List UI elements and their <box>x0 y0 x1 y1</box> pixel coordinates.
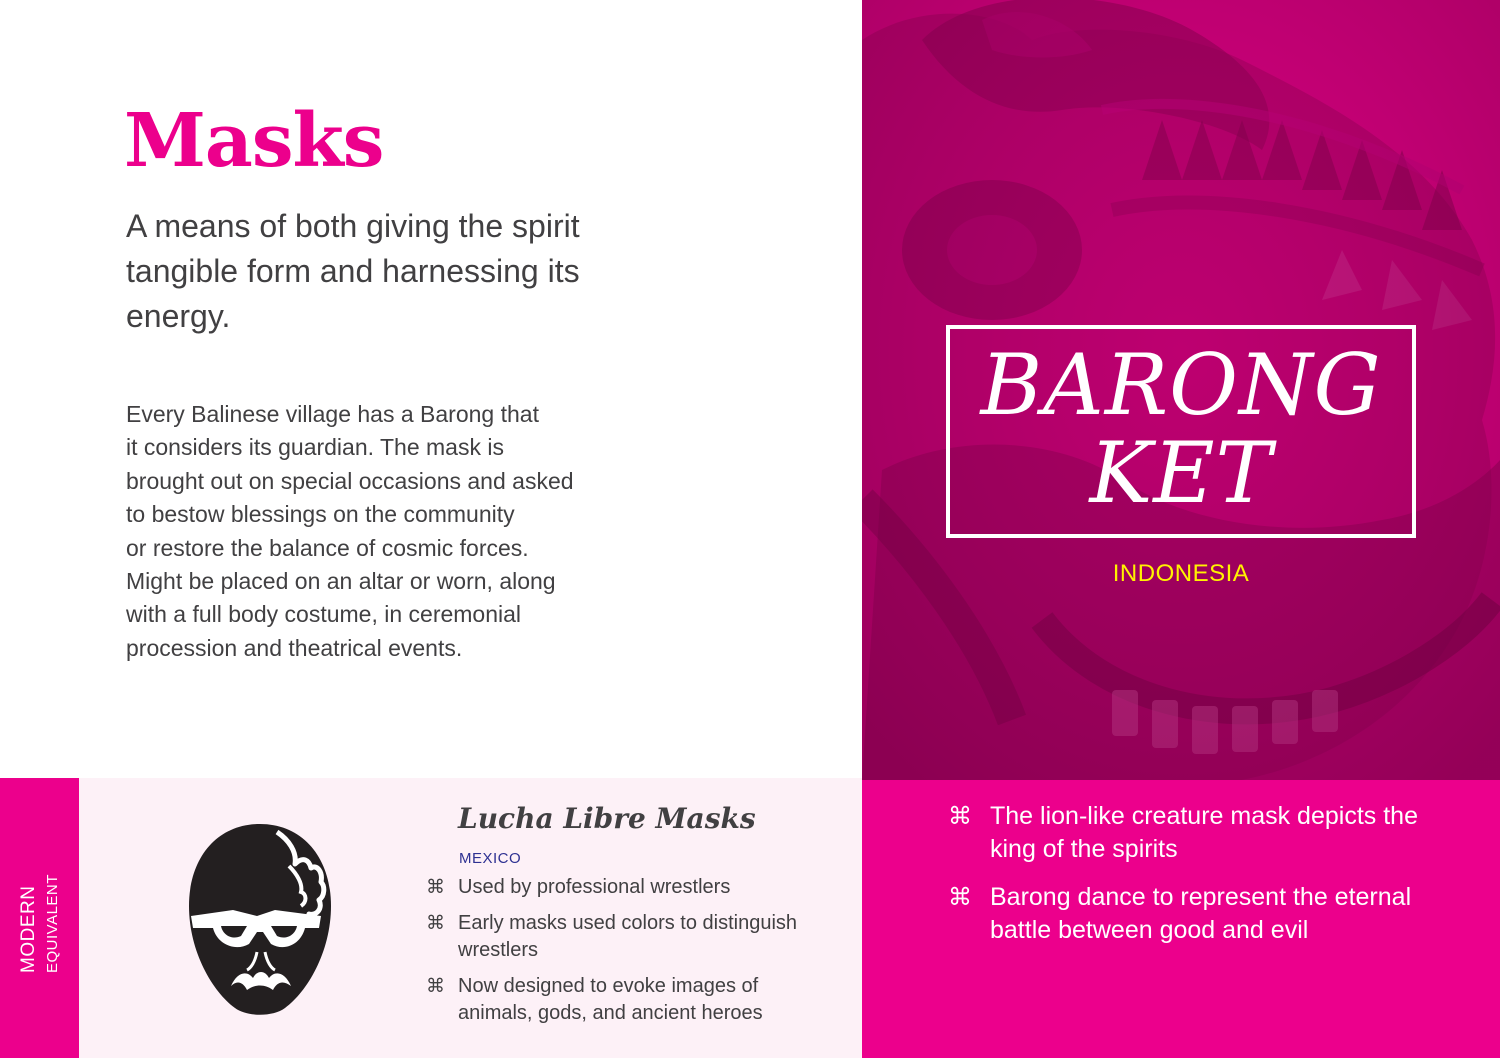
feature-panel <box>862 0 1500 1058</box>
description-line: or restore the balance of cosmic forces. <box>126 534 529 561</box>
feature-title <box>950 336 1412 522</box>
command-bullet-icon: ⌘ <box>948 884 972 911</box>
command-bullet-icon: ⌘ <box>948 803 972 830</box>
command-bullet-icon: ⌘ <box>426 877 445 898</box>
fact-text: Early masks used colors to distinguish wrestlers <box>458 912 798 961</box>
feature-title-line: KET <box>1089 424 1273 522</box>
description-line: Every Balinese village has a Barong that <box>126 401 539 427</box>
intro-panel <box>0 0 862 778</box>
tab-label-equivalent: EQUIVALENT <box>44 874 61 973</box>
description-line: to bestow blessings on the community <box>126 501 515 528</box>
modern-facts-list <box>426 874 826 1036</box>
list-item <box>948 800 1468 866</box>
page-subtitle: A means of both giving the spirit tangible form and harnessing its energy. <box>126 208 580 334</box>
tab-label-modern: MODERN <box>18 885 39 973</box>
description-paragraph <box>126 398 656 665</box>
list-item <box>426 973 826 1027</box>
description-line: Might be placed on an altar or worn, along <box>126 568 556 595</box>
wrestling-mask-icon <box>185 820 335 1020</box>
list-item <box>426 910 826 964</box>
fact-text: Now designed to evoke images of animals, gods, and ancient heroes <box>458 975 763 1024</box>
feature-facts-list <box>948 800 1468 962</box>
feature-title-line: BARONG <box>980 336 1382 434</box>
fact-text: Used by professional wrestlers <box>458 876 731 898</box>
list-item <box>426 874 826 901</box>
command-bullet-icon: ⌘ <box>426 913 445 934</box>
description-line: with a full body costume, in ceremonial <box>126 601 522 628</box>
description-line: procession and theatrical events. <box>126 634 463 661</box>
modern-equivalent-tab <box>0 778 79 1058</box>
modern-equivalent-section <box>0 778 862 1058</box>
modern-country: MEXICO <box>459 850 522 867</box>
feature-country: INDONESIA <box>1112 560 1250 587</box>
page-title: Masks <box>124 98 384 184</box>
command-bullet-icon: ⌘ <box>426 976 445 997</box>
description-line: it considers its guardian. The mask is <box>126 434 504 461</box>
fact-text: The lion-like creature mask depicts the king of the spirits <box>990 802 1418 863</box>
feature-title-frame <box>946 325 1416 538</box>
description-line: brought out on special occasions and asked <box>126 467 574 494</box>
fact-text: Barong dance to represent the eternal battle between good and evil <box>990 883 1412 944</box>
modern-title: Lucha Libre Masks <box>458 802 756 835</box>
list-item <box>948 881 1468 947</box>
